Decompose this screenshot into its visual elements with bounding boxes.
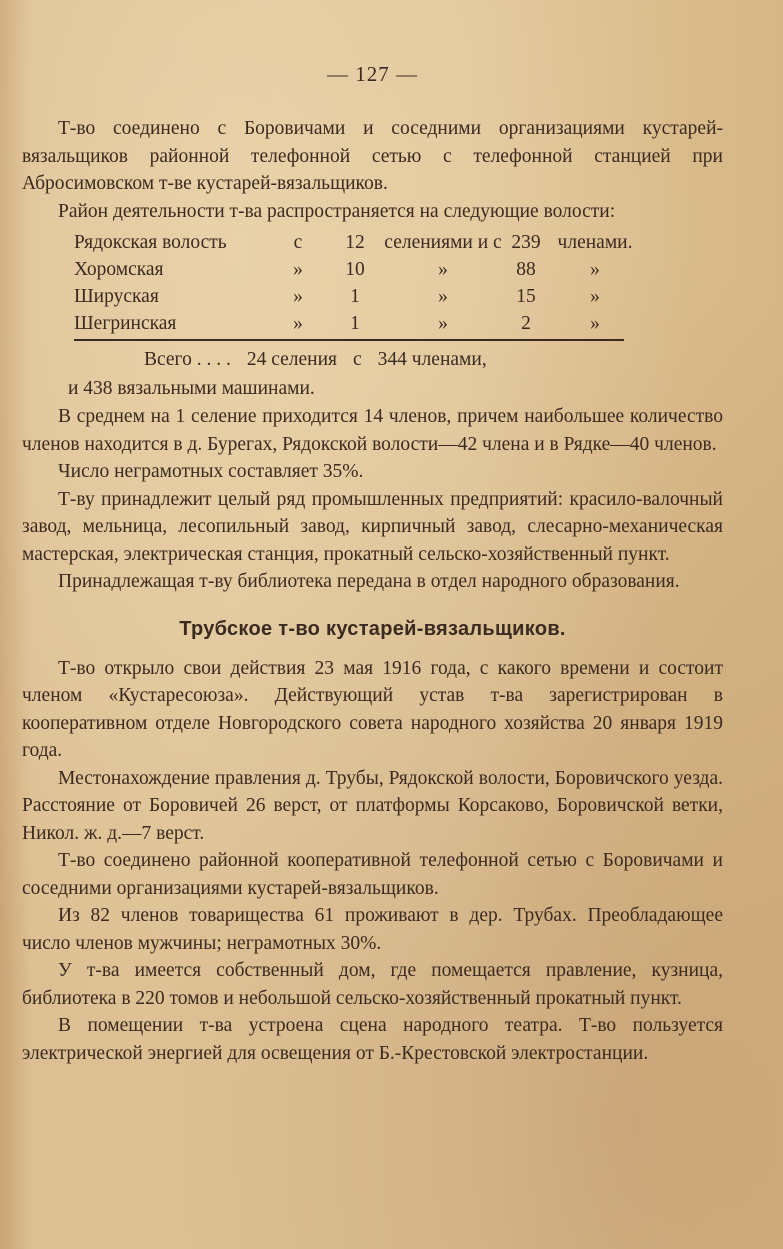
total-rule — [74, 339, 624, 341]
volost-prep: » — [293, 313, 303, 334]
total-label: Всего . . . . — [144, 349, 231, 370]
total-villages: 24 селения — [246, 349, 337, 370]
volost-name: Шируская — [74, 286, 159, 307]
total-machines: и 438 вязальными машинами. — [68, 378, 315, 399]
paragraph-library: Принадлежащая т-ву библиотека передана в отдел народного образования. — [58, 571, 680, 592]
members-count: 2 — [521, 313, 531, 334]
volost-prep: » — [293, 286, 303, 307]
volost-prep: » — [293, 259, 303, 280]
villages-count: 1 — [350, 286, 360, 307]
volost-table — [74, 229, 723, 374]
members-word: » — [590, 313, 600, 334]
paragraph-telephone: Т-во соединено с Боровичами и соседними организациями кустарей-вязальщиков районной телефонной сетью с телефонной станцией при Абросимовском т-ве кустарей-вязальщиков. — [22, 118, 723, 194]
paragraph-founding: Т-во открыло свои действия 23 мая 1916 года, с какого времени и состоит членом «Кустаресоюза». Действующий устав т-ва зарегистрирован в кооперативном отделе Новгородского совета народного хозяйства 20 января 1919 года. — [22, 657, 723, 761]
paragraph-enterprises: Т-ву принадлежит целый ряд промышленных предприятий: красило-валочный завод, мельница, лесопильный завод, кирпичный завод, слесарно-механическая мастерская, электрическая станция, прокатный сельско-хозяйственный пункт. — [22, 488, 723, 565]
paragraph-telephone-network: Т-во соединено районной кооперативной телефонной сетью с Боровичами и соседними организациями кустарей-вязальщиков. — [22, 850, 723, 899]
paragraph-members: Из 82 членов товарищества 61 проживают в дер. Трубах. Преобладающее число членов мужчины; неграмотных 30%. — [22, 905, 723, 954]
villages-count: 1 — [350, 313, 360, 334]
villages-count: 10 — [345, 259, 365, 280]
members-word: » — [590, 259, 600, 280]
villages-count: 12 — [345, 232, 365, 253]
volost-name: Рядокская волость — [74, 232, 227, 253]
paragraph-theatre: В помещении т-ва устроена сцена народного театра. Т-во пользуется электрической энергией для освещения от Б.-Крестовской электростанции. — [22, 1015, 723, 1064]
table-row — [74, 229, 723, 256]
table-row — [74, 283, 723, 310]
villages-word: » — [438, 259, 448, 280]
members-count: 15 — [516, 286, 536, 307]
paragraph-district: Район деятельности т-ва распространяется на следующие волости: — [58, 200, 616, 222]
paragraph-location: Местонахождение правления д. Трубы, Рядокской волости, Боровичского уезда. Расстояние от Боровичей 26 верст, от платформы Корсаково, Боровичской ветки, Никол. ж. д.—7 верст. — [22, 767, 723, 844]
members-word: » — [590, 286, 600, 307]
paragraph-illiterate: Число неграмотных составляет 35%. — [58, 461, 364, 482]
paragraph-house: У т-ва имеется собственный дом, где помещается правление, кузница, библиотека в 220 томов и небольшой сельско-хозяйственный прокатный пункт. — [22, 960, 723, 1009]
members-count: 88 — [516, 259, 536, 280]
volost-name: Шегринская — [74, 313, 177, 334]
table-row — [74, 310, 723, 337]
villages-word: » — [438, 313, 448, 334]
members-count: 239 — [511, 232, 541, 253]
page-number: — 127 — — [327, 62, 418, 86]
total-members: 344 членами, — [377, 349, 487, 370]
villages-word: селениями и с — [384, 232, 502, 253]
total-prep: с — [352, 349, 362, 370]
paragraph-average: В среднем на 1 селение приходится 14 членов, причем наибольшее количество членов находится в д. Бурегах, Рядокской волости—42 члена и в Рядке—40 членов. — [22, 406, 723, 455]
table-row — [74, 256, 723, 283]
section-heading: Трубское т-во кустарей-вязальщиков. — [179, 617, 566, 640]
volost-name: Хоромская — [74, 259, 164, 280]
villages-word: » — [438, 286, 448, 307]
members-word: членами. — [557, 232, 633, 253]
volost-prep: с — [293, 232, 303, 253]
total-row — [144, 345, 723, 374]
